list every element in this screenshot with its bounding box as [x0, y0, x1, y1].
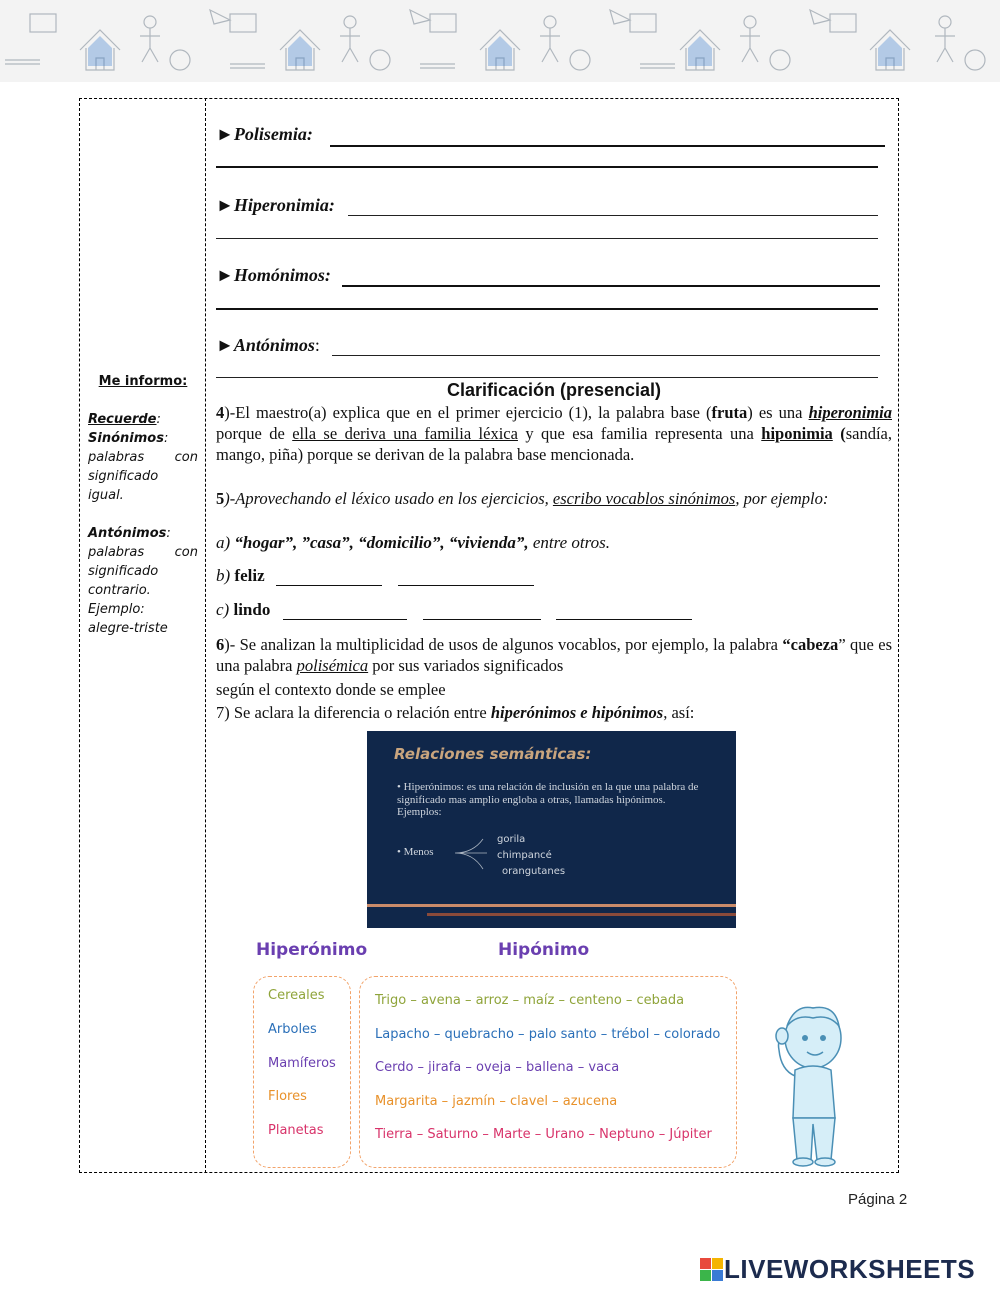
paragraph-6: 6)- Se analizan la multiplicidad de usos de algunos vocablos, por ejemplo, la palabra “cabeza” que es una palabra polisémica por sus variados significados [216, 635, 892, 675]
recuerde-label: Recuerde [88, 412, 157, 427]
synonyms-line-1: palabras con [88, 450, 198, 465]
category-4: Planetas [268, 1123, 324, 1138]
lindo-blank-2[interactable] [423, 619, 541, 620]
examples-0: Trigo – avena – arroz – maíz – centeno – cebada [375, 993, 685, 1008]
category-3: Flores [268, 1089, 307, 1104]
synonyms-term: Sinónimos [88, 431, 164, 446]
section-title-clarificacion: Clarificación (presencial) [446, 380, 662, 400]
slide-brace-icon [453, 835, 493, 875]
examples-2: Cerdo – jirafa – oveja – ballena – vaca [375, 1060, 620, 1075]
page-number: Página 2 [848, 1191, 908, 1208]
slide-hyponym-2: orangutanes [502, 866, 566, 877]
paragraph-6-continued: según el contexto donde se emplee [216, 680, 446, 699]
feliz-blank-2[interactable] [398, 585, 534, 586]
hiperonimia-answer-line-2[interactable] [216, 238, 878, 239]
slide-hyponym-1: chimpancé [497, 850, 552, 861]
examples-3: Margarita – jazmín – clavel – azucena [375, 1094, 618, 1109]
antonimos-answer-line-1[interactable] [332, 355, 880, 356]
header-hiponimo: Hipónimo [498, 940, 590, 960]
paragraph-7: 7) Se aclara la diferencia o relación entre hiperónimos e hipónimos, así: [216, 703, 695, 722]
category-1: Arboles [268, 1022, 317, 1037]
boy-thinking-icon [765, 1000, 855, 1168]
paragraph-4: 4)-El maestro(a) explica que en el primer ejercicio (1), la palabra base (fruta) es una hiperonimia porque de ella se deriva una familia léxica y que esa familia representa una hiponimia (sandía, mango, piña) porque se derivan de la palabra base mencionada. [216, 403, 892, 464]
liveworksheets-brand [700, 1254, 975, 1285]
example-c: c) lindo [216, 600, 271, 619]
antonyms-line-4: Ejemplo: [88, 602, 145, 617]
synonyms-line-3: igual. [88, 488, 124, 503]
slide-menos: • Menos [397, 846, 434, 858]
slide-line-2 [427, 913, 736, 916]
hiperonimia-answer-line-1[interactable] [348, 215, 878, 216]
paragraph-5: 5)-Aprovechando el léxico usado en los ejercicios, escribo vocablos sinónimos, por ejemplo: [216, 489, 829, 508]
liveworksheets-logo-icon [700, 1258, 724, 1282]
homonimos-answer-line-1[interactable] [342, 285, 880, 287]
sidebar-me-informo: Me informo: Recuerde: Sinónimos: palabras con significado igual. Antónimos: palabras con significado contrario. Ejemplo: alegre-triste [88, 374, 198, 636]
antonimos-answer-line-2[interactable] [216, 377, 878, 378]
antonyms-line-3: contrario. [88, 583, 151, 598]
school-doodle-pattern-icon [0, 0, 1000, 82]
polisemia-answer-line-1[interactable] [330, 145, 885, 147]
term-homonimos: ►Homónimos: [216, 265, 331, 285]
polisemia-answer-line-2[interactable] [216, 166, 878, 168]
header-hiperonimo: Hiperónimo [256, 940, 368, 960]
hiperonimo-box [253, 976, 351, 1168]
sidebar-title: Me informo: [98, 374, 188, 389]
term-antonimos: ►Antónimos: [216, 335, 320, 355]
slide-hyponym-0: gorila [497, 834, 526, 845]
slide-body: • Hiperónimos: es una relación de inclusión en la que una palabra de significado mas amplio engloba a otras, llamadas hipónimos. Ejemplos: [397, 781, 699, 818]
brand-text: LIVEWORKSHEETS [724, 1254, 976, 1284]
term-polisemia: ►Polisemia: [216, 124, 313, 144]
term-hiperonimia: ►Hiperonimia: [216, 195, 335, 215]
example-b: b) feliz [216, 566, 265, 585]
antonyms-term: Antónimos [88, 526, 167, 541]
feliz-blank-1[interactable] [276, 585, 382, 586]
examples-1: Lapacho – quebracho – palo santo – trébol – colorado [375, 1027, 721, 1042]
homonimos-answer-line-2[interactable] [216, 308, 878, 310]
examples-4: Tierra – Saturno – Marte – Urano – Neptuno – Júpiter [375, 1127, 712, 1142]
lindo-blank-1[interactable] [283, 619, 407, 620]
example-a: a) “hogar”, ”casa”, “domicilio”, “vivienda”, entre otros. [216, 533, 610, 552]
slide-line-1 [367, 904, 736, 907]
slide-title: Relaciones semánticas: [394, 745, 592, 763]
synonyms-line-2: significado [88, 469, 159, 484]
lindo-blank-3[interactable] [556, 619, 692, 620]
semantic-relations-slide [367, 731, 736, 928]
category-2: Mamíferos [268, 1056, 336, 1071]
antonyms-line-1: palabras con [88, 545, 198, 560]
category-0: Cereales [268, 988, 325, 1003]
antonyms-line-5: alegre-triste [88, 621, 168, 636]
column-divider [205, 98, 206, 1173]
antonyms-line-2: significado [88, 564, 159, 579]
header-band [0, 0, 1000, 82]
